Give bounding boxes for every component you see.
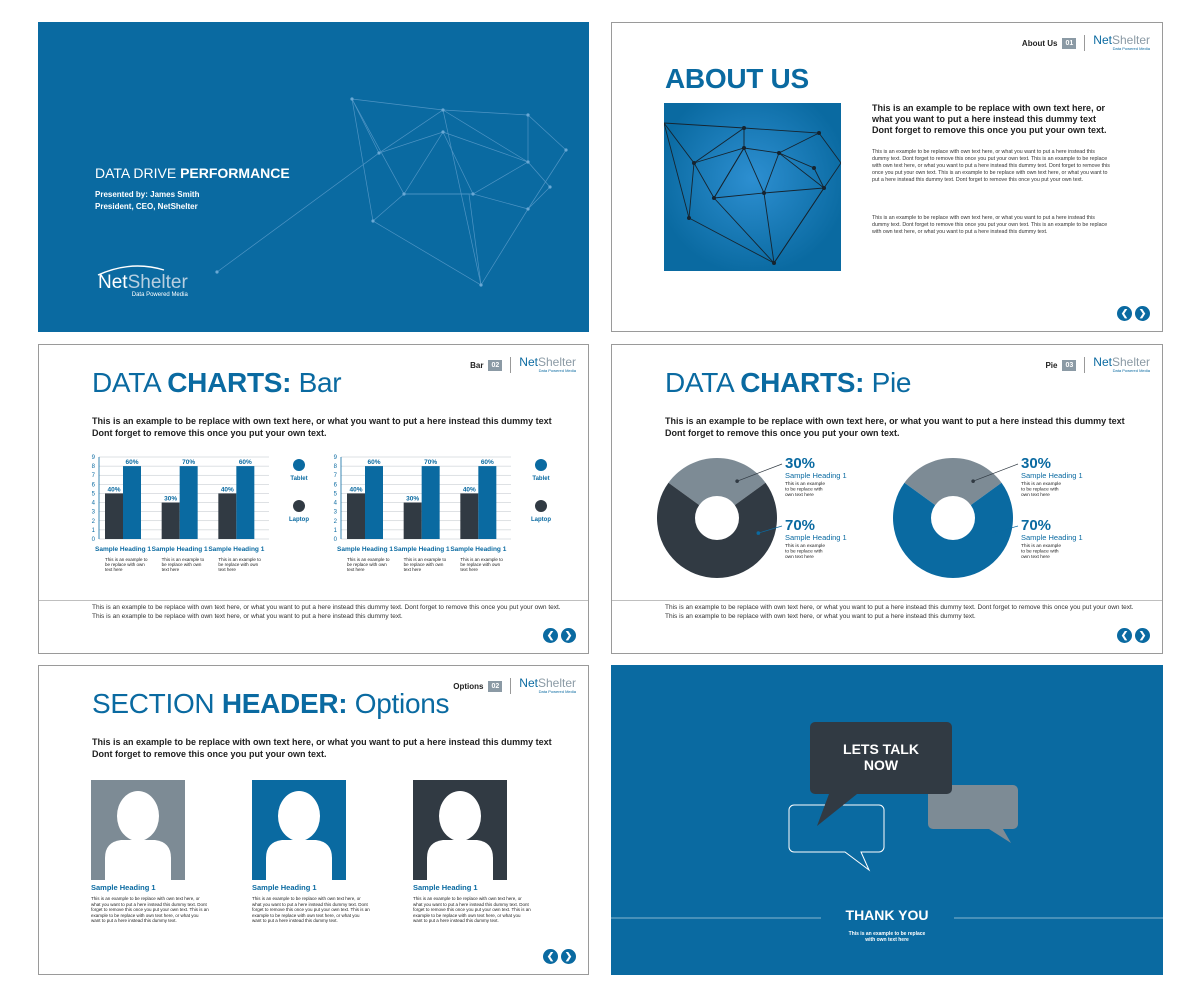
y-tick-label: 7: [91, 473, 95, 480]
bar-tablet: [422, 466, 440, 539]
prev-slide-button[interactable]: ❮: [543, 949, 558, 964]
card-text: This is an example to be replace with own text here, or what you want to put a here instead this dummy text. Dont forget to remove this once you put your own text. This is an example to be replace with own text here, or what you want to put a here instead this dummy text.: [252, 896, 370, 923]
footer-text: This is an example to be replace with own text here, or what you want to put a here instead this dummy text. Dont forget to remove this once you put your own text. This is an example to be replace with own text here, or what you want to put a here instead this dummy text.: [665, 604, 1134, 620]
y-tick-label: 9: [333, 455, 337, 461]
y-tick-label: 2: [333, 518, 337, 525]
y-tick-label: 7: [333, 473, 337, 480]
donut-chart-right: [888, 450, 1148, 585]
category-text: This is an example to be replace with own text here: [460, 557, 503, 572]
page-title: [665, 367, 911, 399]
network-graphic: [664, 103, 841, 271]
bar-tablet: [365, 466, 383, 539]
y-tick-label: 0: [91, 537, 95, 543]
page-title: [92, 688, 449, 720]
logo-tag: Data Powered Media: [131, 292, 188, 298]
slide-about[interactable]: [611, 22, 1163, 332]
y-tick-label: 4: [333, 500, 337, 507]
leader-dot: [971, 479, 975, 483]
logo-main: Net: [98, 272, 128, 293]
corner-number: 03: [1062, 360, 1076, 371]
bar-laptop: [404, 503, 422, 539]
bar-laptop: [347, 493, 365, 539]
user-silhouette-icon: [91, 780, 185, 880]
donut-hole: [931, 496, 975, 540]
page-title: [665, 63, 809, 95]
footer-divider: [39, 600, 588, 601]
slide-nav: [1117, 628, 1150, 643]
slice-percent-label: 70%: [785, 517, 816, 534]
avatar: [252, 780, 346, 880]
about-para-1: This is an example to be replace with own text here, or what you want to put a here instead this dummy text. Dont forget to remove this once you put your own text. This is an example to be replace with own text here, or what you want to put a here instead this dummy text. Dont forget to remove this once you put your own text. This is an example to be replace with own text here, or what you want to put a here instead this dummy text. Dont forget to remove this once you put your own text.: [872, 149, 1110, 183]
slice-heading: Sample Heading 1: [785, 533, 847, 542]
corner-number: 02: [488, 360, 502, 371]
corner-divider: [510, 357, 511, 373]
bar-value-label: 70%: [424, 459, 438, 467]
title-bold: CHARTS:: [167, 367, 292, 398]
slice-percent-label: 70%: [1021, 517, 1052, 534]
legend-dot-laptop: [293, 500, 305, 512]
bar-tablet: [478, 466, 496, 539]
y-tick-label: 3: [333, 509, 337, 516]
slice-text: This is an example to be replace with own text here: [785, 544, 825, 560]
y-tick-label: 1: [91, 527, 95, 534]
y-tick-label: 1: [333, 527, 337, 534]
bar-value-label: 60%: [238, 459, 252, 467]
thanks-sub-line-2: with own text here: [865, 937, 909, 943]
category-label: Sample Heading 1: [208, 546, 265, 553]
title-light: ABOUT: [665, 63, 764, 94]
corner-badge: [1022, 35, 1150, 51]
outline-bubble: [789, 805, 884, 870]
slice-percent-label: 30%: [1021, 455, 1052, 472]
title-heading-light: DATA DRIVE: [95, 165, 177, 181]
next-slide-button[interactable]: ❯: [561, 628, 576, 643]
legend-label-tablet: Tablet: [532, 476, 550, 482]
prev-slide-button[interactable]: ❮: [1117, 628, 1132, 643]
slice-text: This is an example to be replace with own text here: [1021, 544, 1061, 560]
bar-chart-right: [329, 453, 569, 593]
y-tick-label: 3: [91, 509, 95, 516]
title-rest: Bar: [298, 367, 342, 398]
slice-text: This is an example to be replace with own text here: [785, 482, 825, 498]
thanks-sub: [787, 931, 987, 943]
title-bold: CHARTS:: [740, 367, 865, 398]
y-tick-label: 6: [333, 482, 337, 489]
page-title: [92, 367, 341, 399]
corner-divider: [1084, 35, 1085, 51]
corner-label: About Us: [1021, 38, 1058, 48]
bar-value-label: 40%: [462, 486, 476, 494]
title-role: President, CEO, NetShelter: [95, 202, 198, 211]
footer-divider: [612, 600, 1162, 601]
card-heading: Sample Heading 1: [252, 883, 317, 892]
corner-label: Options: [453, 681, 484, 691]
next-slide-button[interactable]: ❯: [561, 949, 576, 964]
bubble-text: [810, 741, 952, 773]
bar-value-label: 40%: [220, 486, 234, 494]
bubble-line-2: NOW: [863, 757, 899, 773]
bar-value-label: 40%: [349, 486, 363, 494]
leader-dot: [735, 479, 739, 483]
avatar: [413, 780, 507, 880]
y-tick-label: 5: [333, 491, 337, 498]
corner-label: Bar: [470, 360, 484, 370]
user-silhouette-icon: [252, 780, 346, 880]
logo-swoosh-icon: [96, 264, 166, 276]
next-slide-button[interactable]: ❯: [1135, 628, 1150, 643]
bar-value-label: 60%: [125, 459, 139, 467]
corner-badge: [1045, 357, 1150, 373]
slide-thanks[interactable]: [611, 665, 1163, 975]
title-heading-bold: PERFORMANCE: [180, 165, 290, 181]
category-label: Sample Heading 1: [450, 546, 507, 553]
bar-value-label: 30%: [406, 495, 420, 503]
category-label: Sample Heading 1: [393, 546, 450, 553]
bar-laptop: [218, 493, 236, 539]
speech-bubbles-icon: [611, 665, 1163, 975]
category-text: This is an example to be replace with own text here: [403, 557, 447, 572]
bar-laptop: [162, 503, 180, 539]
card-text: This is an example to be replace with own text here, or what you want to put a here instead this dummy text. Dont forget to remove this once you put your own text. This is an example to be replace with own text here, or what you want to put a here instead this dummy text.: [413, 896, 531, 923]
donut-chart-left: [652, 450, 912, 585]
about-lead: This is an example to be replace with own text here, or what you want to put a here instead this dummy text Dont forget to remove this once you put your own text.: [872, 103, 1107, 135]
slide-title[interactable]: [38, 22, 589, 332]
leader-dot: [757, 531, 761, 535]
category-text: This is an example to be replace with own text here: [105, 557, 148, 572]
thanks-sub-line-1: This is an example to be replace: [848, 931, 926, 937]
category-label: Sample Heading 1: [95, 546, 151, 553]
corner-logo: NetShelter Data Powered Media: [1093, 33, 1150, 51]
corner-logo: NetShelter Data Powered Media: [519, 676, 576, 694]
bar-chart-left: [87, 453, 327, 593]
corner-badge: [453, 678, 576, 694]
option-card[interactable]: [91, 780, 213, 924]
lead-text: This is an example to be replace with own text here, or what you want to put a here instead this dummy text Dont forget to remove this once you put your own text.: [92, 737, 552, 759]
card-text: This is an example to be replace with own text here, or what you want to put a here instead this dummy text. Dont forget to remove this once you put your own text. This is an example to be replace with own text here, or what you want to put a here instead this dummy text.: [91, 896, 209, 923]
slide-pie[interactable]: [611, 344, 1163, 654]
title-rest: Pie: [871, 367, 912, 398]
bar-value-label: 70%: [182, 459, 196, 467]
bar-laptop: [105, 493, 123, 539]
about-image: [664, 103, 841, 271]
legend-label-laptop: Laptop: [289, 517, 309, 523]
y-tick-label: 4: [91, 500, 95, 507]
legend-label-tablet: Tablet: [290, 476, 308, 482]
corner-divider: [1084, 357, 1085, 373]
title-light: DATA: [665, 367, 733, 398]
avatar: [91, 780, 185, 880]
category-label: Sample Heading 1: [151, 546, 208, 553]
bar-tablet: [123, 466, 141, 539]
option-card[interactable]: [413, 780, 535, 924]
title-light: DATA: [92, 367, 160, 398]
bubble-line-1: LETS TALK: [843, 741, 919, 757]
legend-dot-laptop: [535, 500, 547, 512]
bar-laptop: [460, 493, 478, 539]
title-heading: [95, 165, 290, 181]
title-presenter: Presented by: James Smith: [95, 190, 200, 199]
user-silhouette-icon: [413, 780, 507, 880]
corner-logo: NetShelter Data Powered Media: [519, 355, 576, 373]
slice-heading: Sample Heading 1: [1021, 533, 1083, 542]
bar-value-label: 60%: [367, 459, 381, 467]
bar-value-label: 60%: [480, 459, 494, 467]
legend-dot-tablet: [293, 459, 305, 471]
card-heading: Sample Heading 1: [413, 883, 478, 892]
corner-logo: NetShelter Data Powered Media: [1093, 355, 1150, 373]
bar-tablet: [180, 466, 198, 539]
logo-light: Shelter: [127, 272, 188, 293]
netshelter-logo: [98, 272, 188, 298]
y-tick-label: 0: [333, 537, 337, 543]
lead-text: This is an example to be replace with own text here, or what you want to put a here instead this dummy text Dont forget to remove this once you put your own text.: [665, 416, 1125, 438]
category-text: This is an example to be replace with own text here: [347, 557, 390, 572]
slide-section[interactable]: [38, 665, 589, 975]
corner-badge: [470, 357, 576, 373]
prev-slide-button[interactable]: ❮: [543, 628, 558, 643]
slide-nav: [543, 628, 576, 643]
title-bold: HEADER:: [221, 688, 348, 719]
y-tick-label: 8: [333, 464, 337, 471]
prev-slide-button[interactable]: ❮: [1117, 306, 1132, 321]
category-label: Sample Heading 1: [337, 546, 393, 553]
corner-number: 01: [1062, 38, 1076, 49]
bar-value-label: 30%: [164, 495, 178, 503]
leader-dot: [993, 531, 997, 535]
slice-text: This is an example to be replace with own text here: [1021, 482, 1061, 498]
y-tick-label: 8: [91, 464, 95, 471]
title-light: SECTION: [92, 688, 215, 719]
about-para-2: This is an example to be replace with own text here, or what you want to put a here instead this dummy text. Dont forget to remove this once you put your own text. This is an example to be replace with own text here, or what you want to put a here instead this dummy text.: [872, 215, 1108, 235]
thanks-heading: THANK YOU: [845, 907, 929, 923]
donut-hole: [695, 496, 739, 540]
slide-bar[interactable]: [38, 344, 589, 654]
card-heading: Sample Heading 1: [91, 883, 156, 892]
title-bold: US: [770, 63, 809, 94]
title-rest: Options: [354, 688, 450, 719]
corner-number: 02: [488, 681, 502, 692]
next-slide-button[interactable]: ❯: [1135, 306, 1150, 321]
slice-heading: Sample Heading 1: [1021, 471, 1083, 480]
category-text: This is an example to be replace with own text here: [218, 557, 261, 572]
y-tick-label: 6: [91, 482, 95, 489]
corner-divider: [510, 678, 511, 694]
y-tick-label: 9: [91, 455, 95, 461]
category-text: This is an example to be replace with own text here: [161, 557, 205, 572]
y-tick-label: 2: [91, 518, 95, 525]
option-card[interactable]: [252, 780, 374, 924]
legend-label-laptop: Laptop: [531, 517, 551, 523]
bar-tablet: [236, 466, 254, 539]
slide-nav: [543, 949, 576, 964]
slice-percent-label: 30%: [785, 455, 816, 472]
y-tick-label: 5: [91, 491, 95, 498]
corner-label: Pie: [1045, 360, 1058, 370]
footer-text: This is an example to be replace with own text here, or what you want to put a here instead this dummy text. Dont forget to remove this once you put your own text. This is an example to be replace with own text here, or what you want to put a here instead this dummy text.: [92, 604, 561, 620]
lead-text: This is an example to be replace with own text here, or what you want to put a here instead this dummy text Dont forget to remove this once you put your own text.: [92, 416, 552, 438]
bar-value-label: 40%: [107, 486, 121, 494]
legend-dot-tablet: [535, 459, 547, 471]
slice-heading: Sample Heading 1: [785, 471, 847, 480]
slide-nav: [1117, 306, 1150, 321]
